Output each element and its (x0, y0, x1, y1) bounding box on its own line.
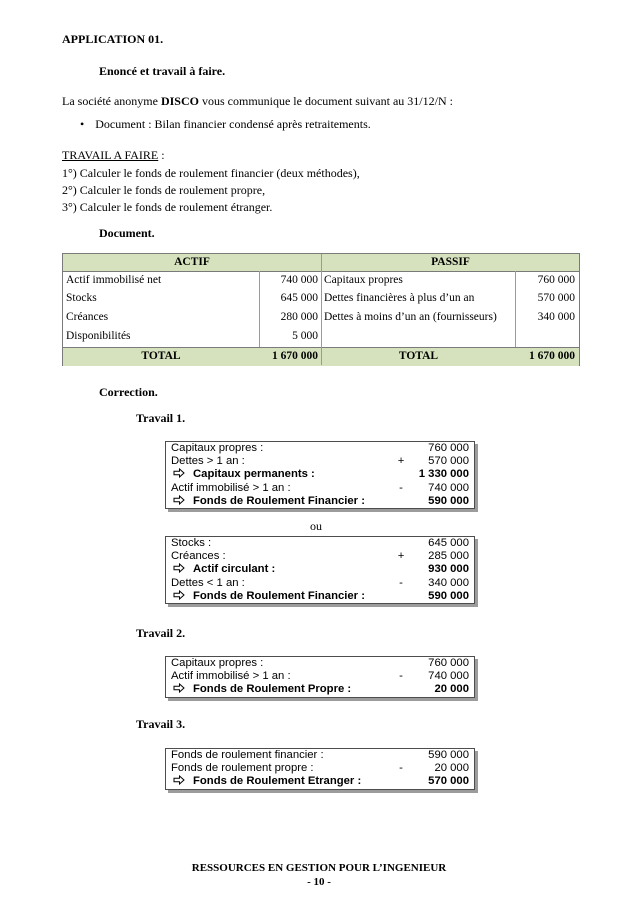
calc-row-label (171, 468, 315, 481)
calc-row-value: 20 000 (434, 762, 469, 775)
calc-row-value: 340 000 (428, 576, 469, 589)
total-passif-value: 1 670 000 (529, 350, 575, 362)
calc-row-operator: - (399, 670, 403, 683)
passif-row-label: Dettes financières à plus d’un an (324, 292, 475, 304)
passif-row-value: 760 000 (537, 274, 575, 286)
passif-row-value: 340 000 (537, 311, 575, 323)
calc-row-label-text: Capitaux permanents : (193, 468, 315, 481)
calc-box-travail2 (165, 656, 475, 698)
calc-row (166, 563, 474, 576)
calc-row-value: 570 000 (428, 455, 469, 468)
bullet-list-item (80, 117, 371, 132)
travail-heading: TRAVAIL A FAIRE (62, 148, 159, 162)
arrow-right-icon (173, 590, 187, 603)
calc-row-label (171, 590, 365, 603)
calc-row (166, 468, 474, 481)
calc-row (166, 495, 474, 508)
travail-colon: : (158, 148, 165, 162)
travail3-heading: Travail 3. (136, 717, 186, 731)
calc-row-label (171, 775, 361, 788)
bullet-text: Document : Bilan financier condensé après retraitements. (95, 117, 371, 131)
calc-row-value: 930 000 (428, 563, 469, 576)
actif-row-value: 280 000 (280, 311, 318, 323)
calc-row-label-text: Fonds de Roulement Etranger : (193, 775, 362, 788)
arrow-right-icon (173, 683, 187, 696)
document-heading: Document. (99, 226, 155, 240)
actif-row-label: Créances (66, 311, 109, 323)
travail2-heading: Travail 2. (136, 626, 186, 640)
calc-row-label-text: Fonds de Roulement Financier : (193, 494, 365, 507)
calc-box-travail1-b (165, 536, 475, 604)
footer-page-number: - 10 - (307, 876, 331, 888)
calc-row (166, 590, 474, 603)
arrow-right-icon (173, 775, 187, 788)
calc-row (166, 577, 474, 590)
total-passif-label: TOTAL (398, 350, 439, 362)
calc-row (166, 657, 474, 670)
calc-row (166, 455, 474, 468)
calc-row (166, 537, 474, 550)
calc-row-label (171, 683, 351, 696)
enonce-heading: Enoncé et travail à faire. (99, 64, 226, 78)
calc-row-value: 20 000 (434, 683, 469, 696)
calc-row-operator: - (399, 481, 403, 494)
calc-row-label: Créances : (171, 550, 226, 563)
calc-box-travail1-a (165, 441, 475, 509)
bilan-table (62, 253, 580, 366)
calc-row-value: 740 000 (428, 481, 469, 494)
calc-row-label: Actif immobilisé > 1 an : (171, 481, 291, 494)
travail-heading-line (62, 148, 165, 163)
calc-row-value: 760 000 (428, 657, 469, 669)
passif-row-value: 570 000 (537, 292, 575, 304)
actif-header: ACTIF (174, 256, 210, 268)
calc-row-value: 285 000 (428, 550, 469, 563)
calc-row-operator: + (397, 550, 405, 563)
calc-row-value: 570 000 (428, 775, 469, 788)
total-actif-label: TOTAL (141, 350, 181, 362)
bullet-icon: • (80, 117, 85, 131)
calc-row (166, 482, 474, 495)
travail1-heading: Travail 1. (136, 411, 186, 425)
actif-row-value: 5 000 (292, 330, 318, 342)
calc-row-label: Dettes > 1 an : (171, 455, 245, 468)
task-1: 1°) Calculer le fonds de roulement financier (deux méthodes), (62, 166, 360, 180)
calc-row (166, 749, 474, 762)
actif-row-label: Stocks (66, 292, 97, 304)
calc-row-label: Capitaux propres : (171, 657, 264, 669)
actif-row-label: Disponibilités (66, 330, 131, 342)
calc-row-value: 760 000 (428, 442, 469, 454)
calc-row-label: Capitaux propres : (171, 442, 264, 454)
calc-row-operator: - (399, 576, 403, 589)
calc-row-value: 590 000 (428, 589, 469, 602)
calc-row-label: Stocks : (171, 537, 212, 549)
total-actif-value: 1 670 000 (272, 350, 318, 362)
calc-row-label-text: Actif circulant : (193, 563, 276, 576)
calc-row-value: 1 330 000 (418, 468, 469, 481)
calc-row (166, 442, 474, 455)
intro-text (62, 94, 453, 109)
calc-row (166, 762, 474, 775)
calc-row-operator: + (397, 455, 405, 468)
calc-row-value: 645 000 (428, 537, 469, 549)
intro-before: La société anonyme (62, 94, 161, 108)
calc-row-label (171, 563, 275, 576)
calc-row-operator: - (399, 762, 403, 775)
calc-row-label-text: Fonds de Roulement Propre : (193, 683, 352, 696)
arrow-right-icon (173, 563, 187, 576)
calc-row-label: Fonds de roulement financier : (171, 749, 324, 761)
calc-row-label (171, 495, 365, 508)
calc-row-label: Fonds de roulement propre : (171, 762, 314, 775)
calc-row-label-text: Fonds de Roulement Financier : (193, 589, 365, 602)
calc-row (166, 683, 474, 696)
task-2: 2°) Calculer le fonds de roulement propre, (62, 183, 266, 197)
footer-title: RESSOURCES EN GESTION POUR L’INGENIEUR (191, 862, 447, 874)
company-name: DISCO (160, 94, 199, 108)
passif-row-label: Capitaux propres (324, 274, 403, 286)
task-3: 3°) Calculer le fonds de roulement étranger. (62, 200, 273, 214)
passif-row-label: Dettes à moins d’un an (fournisseurs) (324, 311, 497, 323)
calc-row (166, 670, 474, 683)
calc-row-label: Actif immobilisé > 1 an : (171, 670, 291, 683)
arrow-right-icon (173, 468, 187, 481)
calc-row-value: 590 000 (428, 749, 469, 761)
actif-row-value: 740 000 (280, 274, 318, 286)
application-title: APPLICATION 01. (62, 32, 164, 46)
actif-row-label: Actif immobilisé net (66, 274, 162, 286)
actif-row-value: 645 000 (280, 292, 318, 304)
calc-row-value: 740 000 (428, 670, 469, 683)
calc-row-label: Dettes < 1 an : (171, 576, 245, 589)
calc-row (166, 550, 474, 563)
correction-heading: Correction. (99, 385, 158, 399)
passif-header: PASSIF (431, 256, 470, 268)
calc-box-travail3 (165, 748, 475, 790)
calc-row-value: 590 000 (428, 494, 469, 507)
intro-after: vous communique le document suivant au 31/12/N : (198, 94, 453, 108)
ou-label: ou (310, 519, 322, 533)
arrow-right-icon (173, 495, 187, 508)
calc-row (166, 775, 474, 788)
